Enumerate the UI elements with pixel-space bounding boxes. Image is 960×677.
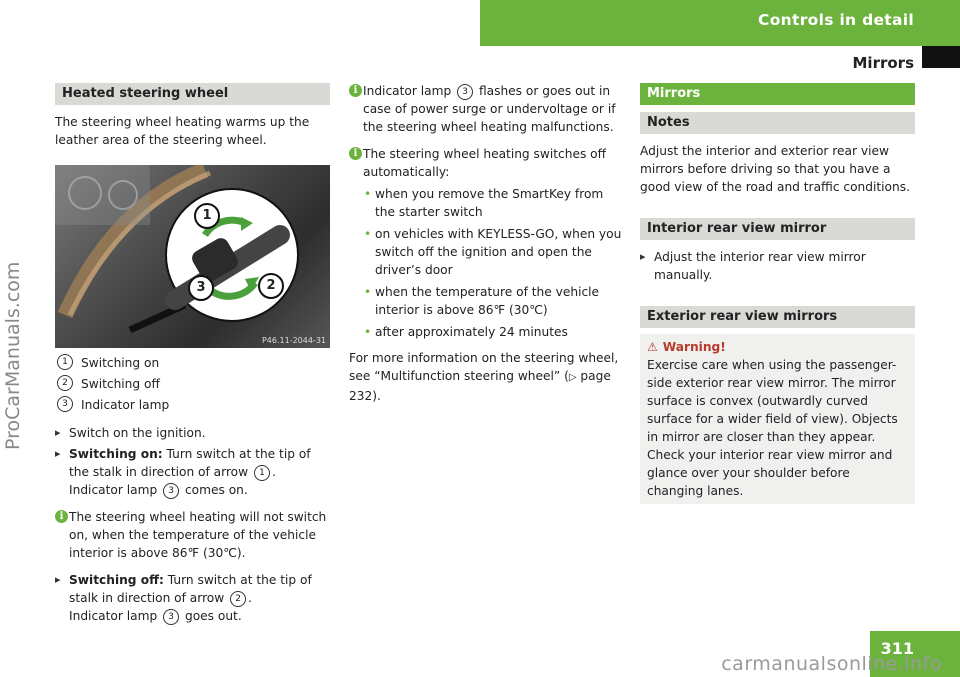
steering-wheel-photo xyxy=(55,165,330,348)
step-label: Switching on: xyxy=(69,447,163,461)
bullet-item: • on vehicles with KEYLESS-GO, when you switch off the ignition and open the driver’s door xyxy=(349,225,625,279)
caption-text: Indicator lamp xyxy=(81,398,170,412)
step-switching-on xyxy=(55,445,330,499)
callout-2: 2 xyxy=(258,273,284,299)
step-lamp-end: comes on. xyxy=(181,483,248,497)
section-tab-marker xyxy=(922,46,960,68)
callout-1: 1 xyxy=(194,203,220,229)
column-middle xyxy=(349,82,625,405)
more-info-a: For more information on the steering wheel, see “Multifunction steering wheel” ( xyxy=(349,351,619,383)
caption-text: Switching off xyxy=(81,377,160,391)
step-lamp-end: goes out. xyxy=(181,609,242,623)
warning-box xyxy=(640,334,915,504)
info-text: flashes or goes out in case of power surge or undervoltage or if the steering wheel heating malfunctions. xyxy=(363,84,616,134)
caption-number: 2 xyxy=(57,375,73,391)
caption-number: 3 xyxy=(57,396,73,412)
caption-text: Switching on xyxy=(81,356,160,370)
column-left xyxy=(55,83,330,625)
bullet-item: • when you remove the SmartKey from the starter switch xyxy=(349,185,625,221)
photo-code: P46.11-2044-31 xyxy=(261,336,326,345)
info-note-lamp xyxy=(349,82,625,136)
step-adjust-interior-mirror: ▸ Adjust the interior rear view mirror manually. xyxy=(640,248,915,284)
step-switching-off xyxy=(55,571,330,625)
heading-mirrors: Mirrors xyxy=(640,83,915,105)
ref-number: 3 xyxy=(457,84,473,100)
info-note-auto-off xyxy=(349,145,625,181)
warning-header xyxy=(647,338,909,356)
info-icon: i xyxy=(349,147,362,160)
callout-3: 3 xyxy=(188,275,214,301)
caption-number: 1 xyxy=(57,354,73,370)
bottom-watermark: carmanualsonline.info xyxy=(721,653,942,675)
heading-heated-steering-wheel: Heated steering wheel xyxy=(55,83,330,105)
info-icon: i xyxy=(55,510,68,523)
ref-number: 3 xyxy=(163,609,179,625)
subsection-title: Mirrors xyxy=(852,54,914,72)
column-right xyxy=(640,83,915,504)
info-text: Indicator lamp xyxy=(363,84,456,98)
info-text: The steering wheel heating switches off automatically: xyxy=(363,147,607,179)
page-ref-arrow-icon: ▷ xyxy=(568,372,577,383)
info-text: The steering wheel heating will not switch on, when the temperature of the vehicle interior is above 86℉ (30℃). xyxy=(69,510,327,560)
step-lamp-text: Indicator lamp xyxy=(69,609,162,623)
step-label: Switching off: xyxy=(69,573,164,587)
step-end: . xyxy=(271,465,276,479)
more-info-text xyxy=(349,349,625,405)
header-bar xyxy=(480,0,960,46)
steering-stalk-illustration xyxy=(55,165,330,348)
caption-item xyxy=(55,375,330,393)
notes-text: Adjust the interior and exterior rear view mirrors before driving so that you have a good view of the road and traffic conditions. xyxy=(640,144,910,194)
info-note-temperature xyxy=(55,508,330,562)
info-icon: i xyxy=(349,84,362,97)
caption-item xyxy=(55,396,330,414)
side-watermark: ProCarManuals.com xyxy=(2,261,24,450)
warning-title: Warning! xyxy=(662,340,726,354)
bullet-item: • after approximately 24 minutes xyxy=(349,323,625,341)
caption-item xyxy=(55,354,330,372)
ref-number: 1 xyxy=(254,465,270,481)
bullet-item: • when the temperature of the vehicle interior is above 86℉ (30℃) xyxy=(349,283,625,319)
warning-triangle-icon: ⚠ xyxy=(647,340,658,354)
step-end: . xyxy=(248,591,252,605)
step-ignition: ▸ Switch on the ignition. xyxy=(55,424,330,442)
intro-text: The steering wheel heating warms up the leather area of the steering wheel. xyxy=(55,115,310,147)
caption-list xyxy=(55,354,330,414)
heading-notes: Notes xyxy=(640,112,915,134)
ref-number: 3 xyxy=(163,483,179,499)
more-info-b: page 232). xyxy=(349,369,611,403)
section-title: Controls in detail xyxy=(758,11,914,29)
heading-interior-mirror: Interior rear view mirror xyxy=(640,218,915,240)
step-text: Turn switch at the tip of stalk in direction of arrow xyxy=(69,573,312,605)
ref-number: 2 xyxy=(230,591,246,607)
step-lamp-text: Indicator lamp xyxy=(69,483,162,497)
warning-text: Exercise care when using the passenger-side exterior rear view mirror. The mirror surface is convex (outwardly curved surface for a wider field of view). Objects in mirror are closer than they appear. Check your interior rear view mirror and glance over your shoulder before changing lanes. xyxy=(647,358,898,498)
page-number: 311 xyxy=(880,639,914,658)
heading-exterior-mirrors: Exterior rear view mirrors xyxy=(640,306,915,328)
step-text: Turn switch at the tip of the stalk in direction of arrow xyxy=(69,447,311,479)
